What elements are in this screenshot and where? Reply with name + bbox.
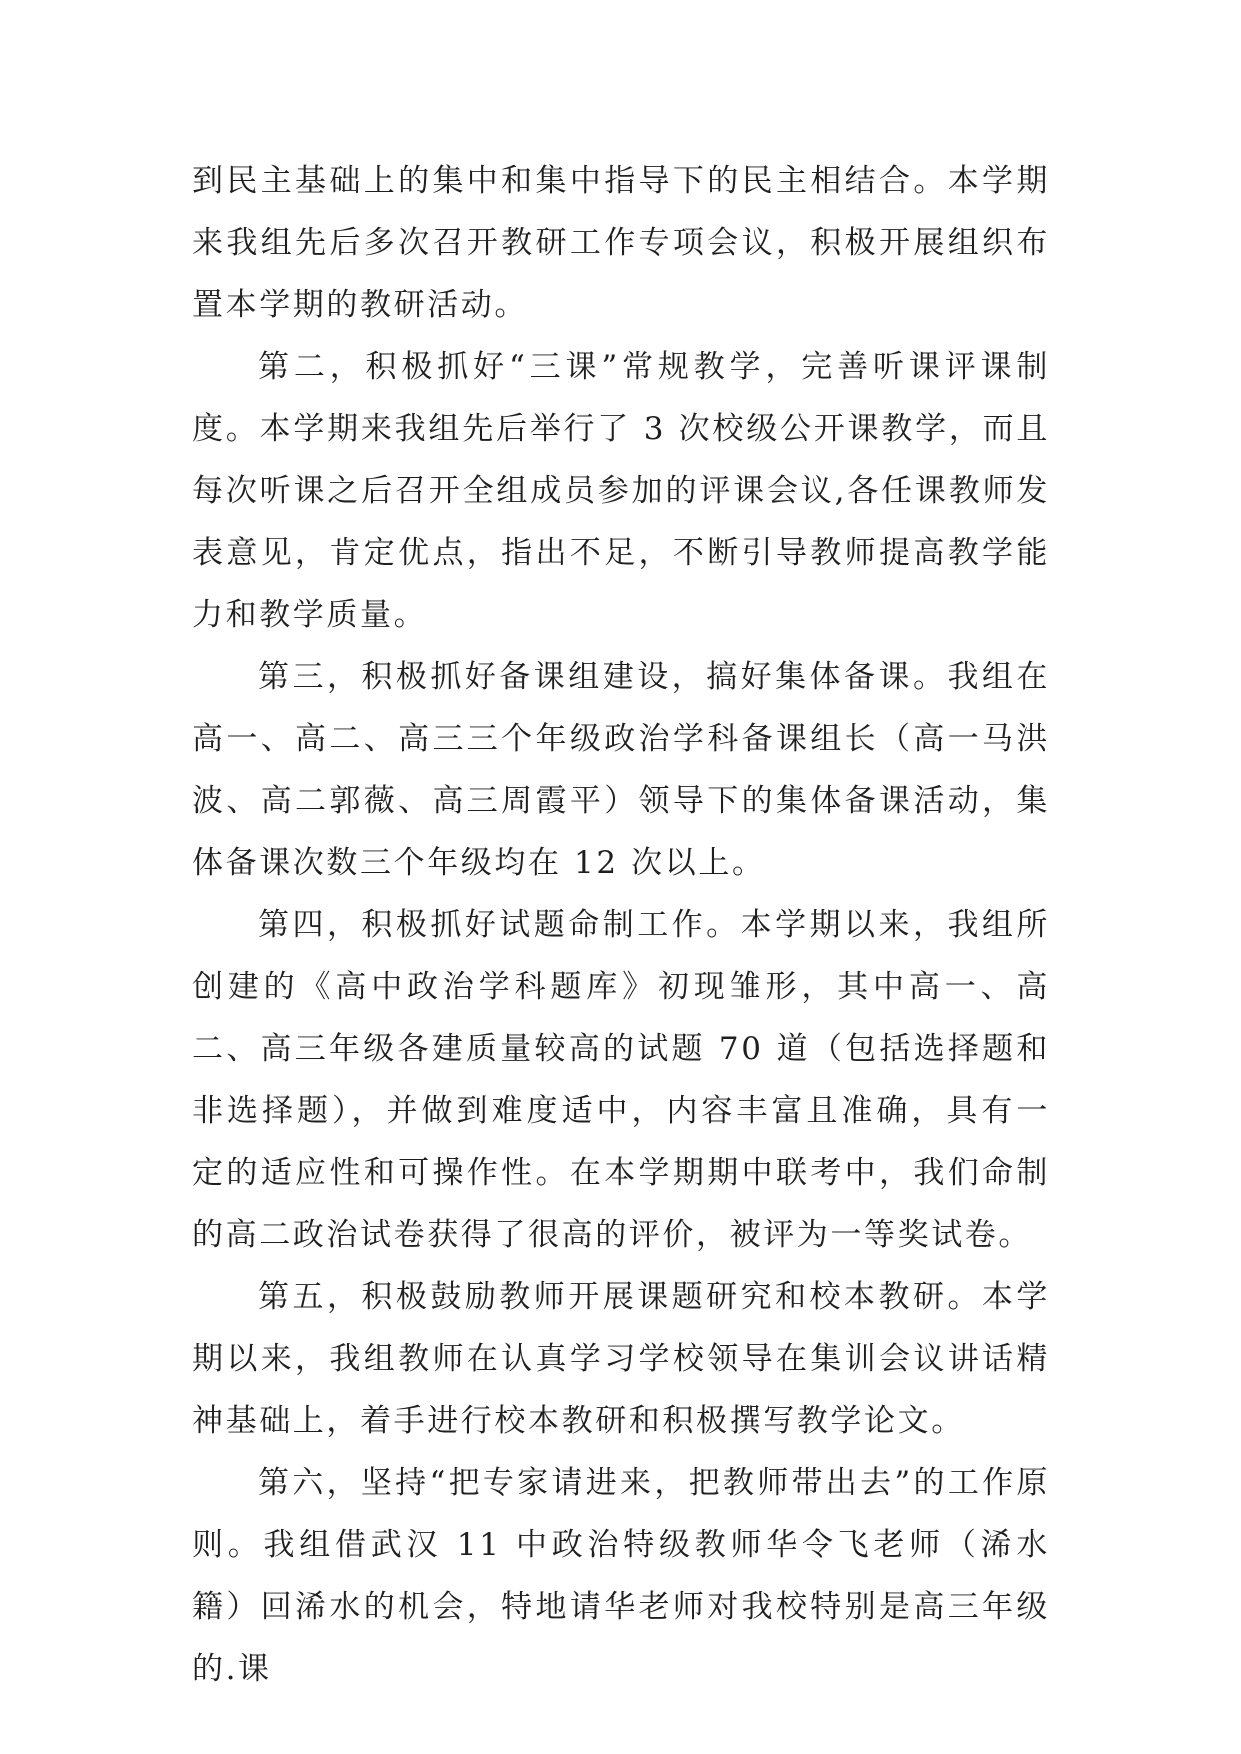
paragraph-item-5-research: 第五，积极鼓励教师开展课题研究和校本教研。本学期以来，我组教师在认真学习学校领导在集训会议讲话精神基础上，着手进行校本教研和积极撰写教学论文。 — [192, 1279, 1050, 1439]
paragraph-continuation: 到民主基础上的集中和集中指导下的民主相结合。本学期来我组先后多次召开教研工作专项会议，积极开展组织布置本学期的教研活动。 — [192, 163, 1050, 323]
paragraph-item-3-lesson-prep: 第三，积极抓好备课组建设，搞好集体备课。我组在高一、高二、高三三个年级政治学科备课组长（高一马洪波、高二郭薇、高三周霞平）领导下的集体备课活动，集体备课次数三个年级均在 12 次以上。 — [192, 659, 1050, 881]
paragraph-item-4-question-bank: 第四，积极抓好试题命制工作。本学期以来，我组所创建的《高中政治学科题库》初现雏形，其中高一、高二、高三年级各建质量较高的试题 70 道（包括选择题和非选择题），并做到难度适中，内容丰富且准确，具有一定的适应性和可操作性。在本学期期中联考中，我们命制的高二政治试卷获得了很高的评价，被评为一等奖试卷。 — [192, 907, 1050, 1253]
paragraph-item-2-three-lessons: 第二，积极抓好“三课”常规教学，完善听课评课制度。本学期来我组先后举行了 3 次校级公开课教学，而且每次听课之后召开全组成员参加的评课会议,各任课教师发表意见，肯定优点，指出不足，不断引导教师提高教学能力和教学质量。 — [192, 349, 1050, 633]
paragraph-item-6-experts: 第六，坚持“把专家请进来，把教师带出去”的工作原则。我组借武汉 11 中政治特级教师华令飞老师（浠水籍）回浠水的机会，特地请华老师对我校特别是高三年级的.课 — [192, 1465, 1050, 1687]
document-body — [192, 150, 1050, 1700]
